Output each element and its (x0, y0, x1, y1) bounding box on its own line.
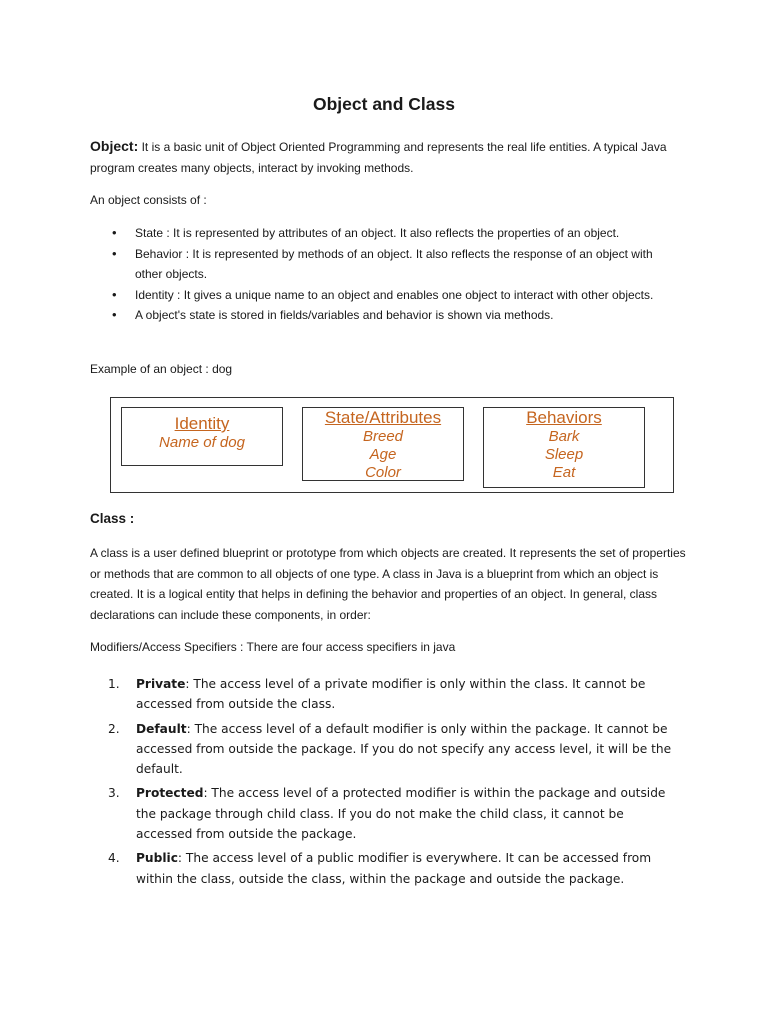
state-heading: State/Attributes (324, 408, 442, 427)
list-number: 1. (108, 677, 120, 691)
behaviors-item: Bark (548, 428, 580, 445)
list-item (108, 674, 678, 715)
behaviors-item: Sleep (544, 446, 584, 463)
list-number: 3. (108, 786, 120, 801)
list-item (108, 719, 678, 780)
modifier-text: : The access level of a private modifier is only within the class. It cannot be accessed from outside the class. (136, 677, 646, 712)
class-heading: Class : (90, 511, 135, 526)
list-number: 2. (108, 721, 120, 736)
state-box (302, 407, 464, 481)
bullet-text: Identity : It gives a unique name to an object and enables one object to interact with other objects. (135, 287, 654, 302)
modifier-name: Protected (136, 786, 204, 801)
bullet-icon: • (112, 307, 117, 322)
bullet-icon: • (112, 245, 117, 261)
example-label: Example of an object : dog (90, 362, 233, 376)
modifier-text: : The access level of a protected modifier is within the package and outside the package through child class. If you do not make the child class, it cannot be accessed from outside the package. (136, 786, 666, 842)
object-consists-of: An object consists of : (90, 193, 207, 207)
object-bullet-list (90, 223, 670, 326)
bullet-icon: • (112, 286, 117, 302)
bullet-icon: • (112, 225, 117, 240)
list-item (90, 223, 670, 244)
behaviors-box (483, 407, 645, 488)
modifier-list (108, 674, 678, 893)
behaviors-heading: Behaviors (526, 408, 602, 427)
state-item: Color (365, 464, 401, 481)
modifier-text: : The access level of a default modifier is only within the package. It cannot be accessed from outside the package. If you do not specify any access level, it will be the default. (136, 721, 672, 777)
modifier-name: Default (136, 721, 187, 736)
class-definition: A class is a user defined blueprint or prototype from which objects are created. It represents the set of properties or methods that are common to all objects of one type. A class in Java is a blueprint from which an object is created. It is a logical entity that helps in defining the behavior and properties of an object. In general, class declarations can include these components, in order: (90, 546, 686, 622)
identity-heading: Identity (174, 414, 230, 433)
identity-item: Name of dog (159, 434, 245, 451)
behaviors-item: Eat (552, 464, 576, 481)
object-definition-text: It is a basic unit of Object Oriented Programming and represents the real life entities. A typical Java program creates many objects, interact by invoking methods. (90, 140, 667, 175)
object-definition (90, 136, 690, 178)
modifier-name: Private (136, 677, 186, 691)
list-item (90, 305, 670, 326)
bullet-text: State : It is represented by attributes of an object. It also reflects the properties of an object. (135, 226, 620, 240)
object-label: Object: (90, 138, 139, 154)
bullet-text: A object's state is stored in fields/variables and behavior is shown via methods. (135, 308, 554, 322)
modifiers-intro: Modifiers/Access Specifiers : There are four access specifiers in java (90, 640, 456, 654)
list-item (90, 244, 670, 285)
state-item: Breed (362, 428, 404, 445)
modifier-text: : The access level of a public modifier is everywhere. It can be accessed from within the class, outside the class, within the package and outside the package. (136, 851, 652, 886)
list-number: 4. (108, 851, 120, 866)
identity-box (121, 407, 283, 466)
list-item (108, 783, 678, 844)
list-item (90, 285, 670, 306)
state-item: Age (369, 446, 397, 463)
page-title: Object and Class (313, 94, 455, 114)
list-item (108, 848, 678, 889)
modifier-name: Public (136, 851, 178, 866)
object-diagram (110, 397, 674, 493)
bullet-text: Behavior : It is represented by methods of an object. It also reflects the response of an object with other objects. (135, 246, 653, 281)
